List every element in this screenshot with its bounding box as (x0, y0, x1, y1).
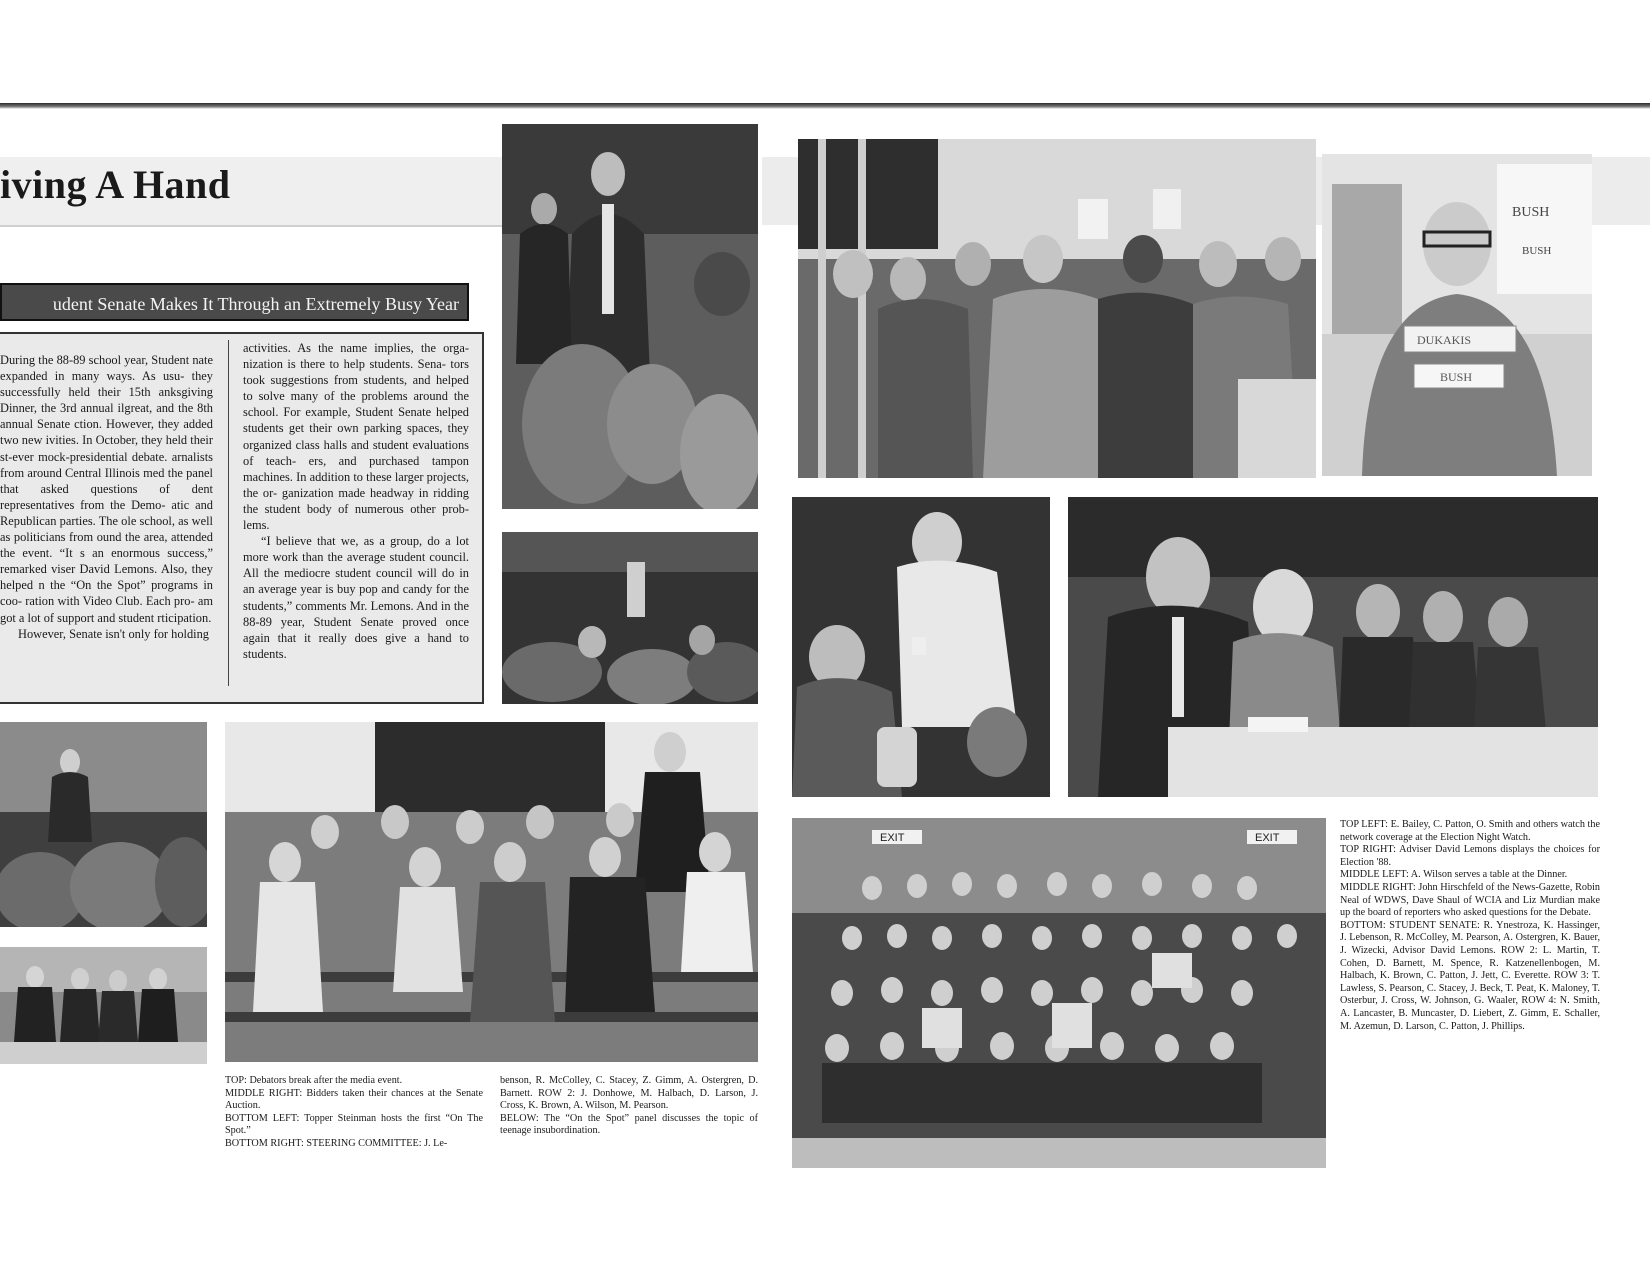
sign-bush-tag: BUSH (1440, 370, 1473, 384)
sign-bush-2: BUSH (1522, 245, 1552, 257)
exit-sign-2: EXIT (1255, 832, 1280, 844)
caption-line: TOP: Debators break after the media event. (225, 1075, 403, 1086)
column-divider (228, 340, 229, 686)
exit-sign: EXIT (880, 832, 905, 844)
photo-student-senate-group (792, 818, 1326, 1168)
story-paragraph: “I believe that we, as a group, do a lot more work than the average student council. All the mediocre student council will do in an average year is buy pop and candy for the students,” comments Mr. Lemons. And in the 88-89 year, Student Senate proved once again that it really does give a hand to students. (243, 534, 469, 661)
page-title: iving A Hand (0, 162, 231, 207)
caption-line: TOP RIGHT: Adviser David Lemons displays the choices for Election '88. (1340, 844, 1600, 868)
photo-adviser-lemons (1322, 154, 1592, 476)
photo-board-of-reporters (1068, 497, 1598, 797)
story-paragraph: activities. As the name implies, the orga- nization is there to help students. Sena- tors took suggestions from students, and helped to solve many of the problems around the school. For example, Student Senate helped students get their own parking spaces, they organized class halls and student evaluations of teach- ers, and purchased tampon machines. In addition to these larger projects, the or- ganization made headway in ridding the student body of numerous other prob- lems. (243, 341, 469, 533)
story-column-1 (0, 352, 213, 694)
photo-on-the-spot-host (0, 722, 207, 927)
caption-line: benson, R. McColley, C. Stacey, Z. Gimm, A. Ostergren, D. Barnett. ROW 2: J. Donhowe, M. Halbach, D. Larson, J. Cross, K. Brown, A. Wilson, M. Pearson. (500, 1075, 758, 1112)
sign-dukakis: DUKAKIS (1417, 333, 1471, 347)
photo-senate-auction (502, 532, 758, 704)
caption-left-part-1 (225, 1075, 483, 1151)
story-paragraph: During the 88-89 school year, Student nate expanded in many ways. As usu- they successfully held their 15th anksgiving Dinner, the 3rd annual ilgreat, and the 8th annual Senate ction. However, they added two new ivities. In October, they held their st-ever mock-presidential debate. arnalists from around Central Illinois med the panel that asked questions of dent representatives from the Demo- atic and Republican parties. The ole school, as well as politicians from ound the area, attended the event. “It s an enormous success,” remarked viser David Lemons. Also, they helped n the “On the Spot” programs in coo- ration with Video Club. Each pro- am got a lot of support and student rticipation. (0, 353, 213, 625)
subheadline: udent Senate Makes It Through an Extremely Busy Year (0, 283, 469, 321)
caption-line: BELOW: The “On the Spot” panel discusses the topic of teenage insubordination. (500, 1112, 758, 1137)
caption-line: TOP LEFT: E. Bailey, C. Patton, O. Smith and others watch the network coverage at the Election Night Watch. (1340, 819, 1600, 843)
caption-line: MIDDLE LEFT: A. Wilson serves a table at the Dinner. (1340, 869, 1568, 881)
photo-election-night-watch (798, 139, 1316, 478)
caption-right (1340, 819, 1600, 1033)
story-column-2 (243, 340, 469, 694)
photo-steering-committee (225, 722, 758, 1062)
caption-line: MIDDLE RIGHT: John Hirschfeld of the News-Gazette, Robin Neal of WDWS, Dave Shaul of WCIA and Liz Murdian make up the board of reporters who asked questions for the Debate. (1340, 881, 1600, 919)
caption-left-part-2 (500, 1075, 758, 1138)
caption-line: MIDDLE RIGHT: Bidders taken their chances at the Senate Auction. (225, 1087, 483, 1112)
photo-thanksgiving-dinner (792, 497, 1050, 797)
top-binding-edge (0, 103, 1650, 109)
sign-bush: BUSH (1512, 205, 1550, 220)
photo-panel-discussion (0, 947, 207, 1064)
photo-debators (502, 124, 758, 509)
caption-line: BOTTOM RIGHT: STEERING COMMITTEE: J. Le- (225, 1137, 448, 1149)
caption-line: BOTTOM LEFT: Topper Steinman hosts the first “On The Spot.” (225, 1112, 483, 1137)
story-paragraph: However, Senate isn't only for holding (18, 626, 210, 641)
caption-line: BOTTOM: STUDENT SENATE: R. Ynestroza, K. Hassinger, J. Lebenson, R. McColley, M. Pearson, A. Ostergren, K. Bauer, J. Wizecki, Advisor David Lemons. ROW 2: L. Martin, T. Cohen, D. Barnett, M. Spence, R. Katzenellenbogen, M. Halbach, K. Brown, C. Patton, J. Jett, C. Everette. ROW 3: T. Lawless, S. Pearson, C. Stacey, J. Beck, T. Peat, K. Maloney, T. Osterbur, J. Cross, W. Johnson, G. Waaler, ROW 4: N. Smith, A. Lancaster, B. Muncaster, D. Liebert, Z. Gimm, E. Schaller, M. Azemun, D. Larson, C. Patton, J. Phillips. (1340, 919, 1600, 1032)
